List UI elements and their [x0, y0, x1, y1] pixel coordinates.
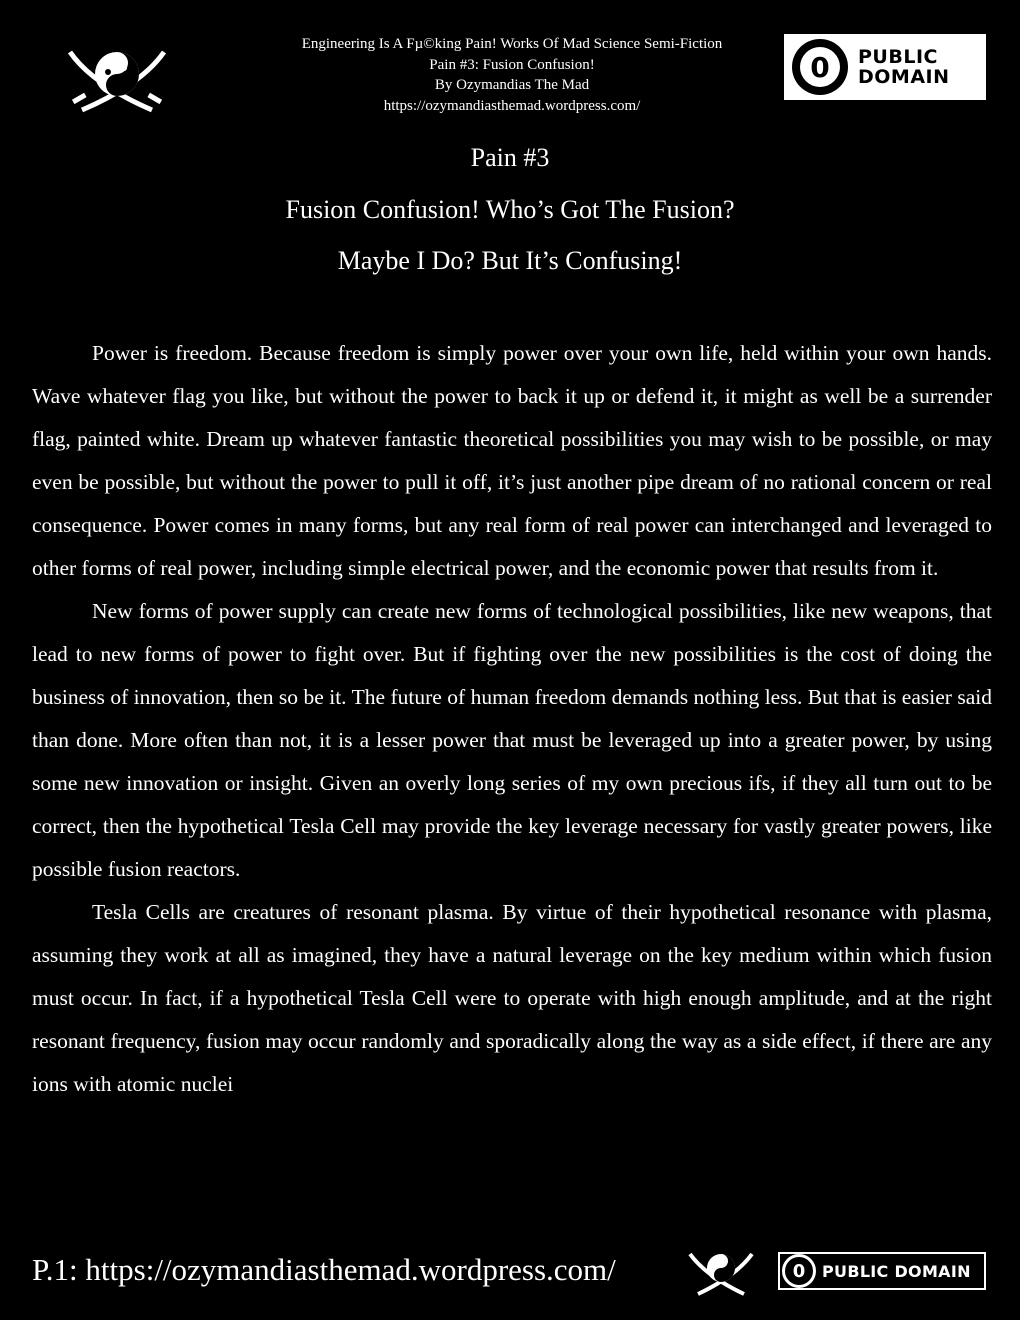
page-title: Fusion Confusion! Who’s Got The Fusion?	[285, 194, 735, 224]
pirate-yinyang-small-icon	[686, 1248, 756, 1298]
header-pain-title: Pain #3: Fusion Confusion!	[429, 56, 595, 73]
paragraph-1: Power is freedom. Because freedom is simply power over your own life, held within your own hands. Wave whatever flag you like, but without the power to back it up or defend it, it might as well be a surrender flag, painted white. Dream up whatever fantastic theoretical possibilities you may wish to be possible, or may even be possible, but without the power to pull it off, it’s just another pipe dream of no rational concern or real consequence. Power comes in many forms, but any real form of real power can interchanged and leveraged to other forms of real power, including simple electrical power, and the economic power that results from it.	[32, 341, 992, 580]
paragraph-2: New forms of power supply can create new forms of technological possibilities, like new weapons, that lead to new forms of power to fight over. But if fighting over the new possibilities is the cost of doing the business of innovation, then so be it. The future of human freedom demands nothing less. But that is easier said than done. More often than not, it is a lesser power that must be leveraged up into a greater power, by using some new innovation or insight. Given an overly long series of my own precious ifs, if they all turn out to be correct, then the hypothetical Tesla Cell may provide the key leverage necessary for vastly greater powers, like possible fusion reactors.	[32, 599, 992, 881]
footer-page-url: P.1: https://ozymandiasthemad.wordpress.com/	[32, 1252, 616, 1287]
header-series-title: Engineering Is A Fµ©king Pain! Works Of Mad Science Semi-Fiction	[301, 36, 723, 52]
header-author: By Ozymandias The Mad	[434, 77, 590, 93]
body-text	[32, 332, 992, 1106]
header-url: https://ozymandiasthemad.wordpress.com/	[383, 97, 641, 114]
pain-number: Pain #3	[470, 143, 550, 172]
pirate-yinyang-logo-icon	[62, 44, 172, 116]
public-domain-badge-small	[778, 1252, 986, 1290]
paragraph-3: Tesla Cells are creatures of resonant plasma. By virtue of their hypothetical resonance with plasma, assuming they work at all as imagined, they have a natural leverage on the key medium within which fusion must occur. In fact, if a hypothetical Tesla Cell were to operate with high enough amplitude, and at the right resonant frequency, fusion may occur randomly and sporadically along the way as a side effect, if there are any ions with atomic nuclei	[32, 900, 992, 1096]
public-domain-badge	[784, 34, 986, 100]
zero-circle-icon: 0	[792, 39, 848, 95]
document-header	[212, 34, 812, 116]
title-block	[0, 140, 1020, 295]
public-domain-label: PUBLIC DOMAIN	[858, 46, 950, 88]
zero-circle-small-icon: 0	[782, 1254, 816, 1288]
page-subtitle: Maybe I Do? But It’s Confusing!	[337, 246, 683, 275]
public-domain-small-label: PUBLIC DOMAIN	[822, 1261, 971, 1281]
